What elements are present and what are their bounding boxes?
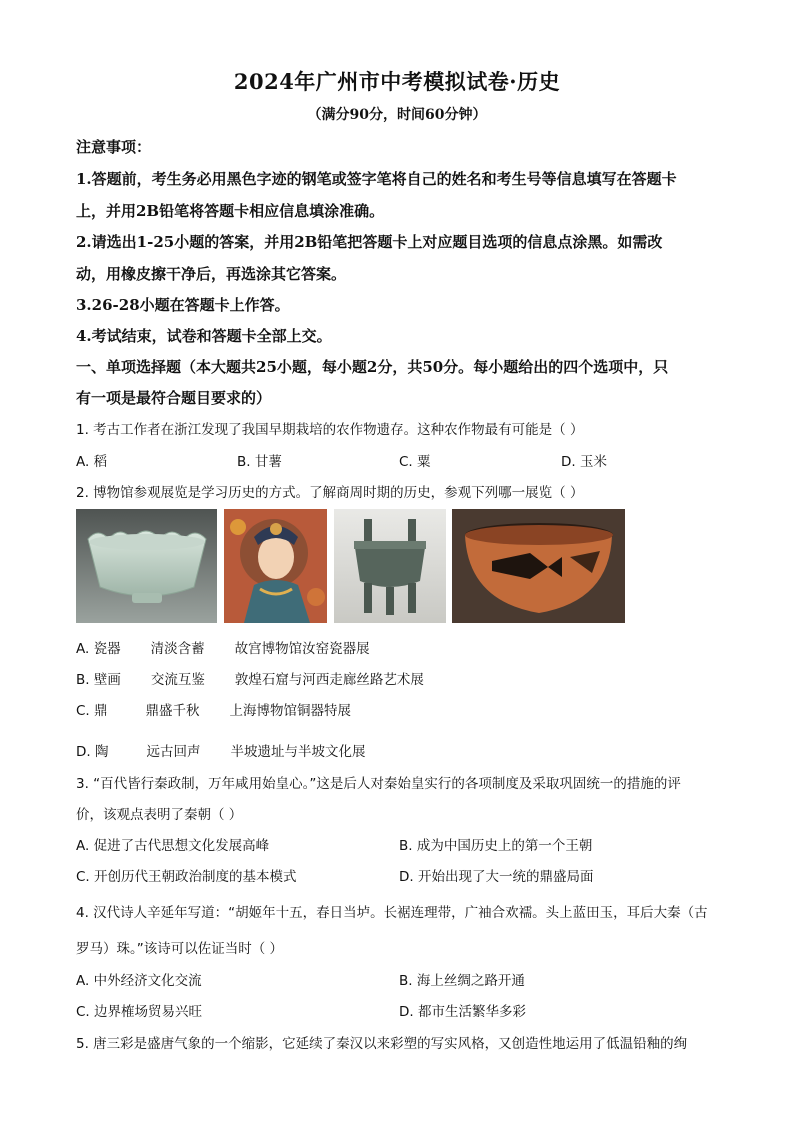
note-3: 3.26-28小题在答题卡上作答。 <box>76 296 290 314</box>
q2-d-theme: 远古回声 <box>146 744 201 760</box>
q2-option-b <box>76 668 424 688</box>
q1-option-b: B. 甘薯 <box>237 454 282 470</box>
q1-option-c: C. 粟 <box>399 454 431 470</box>
q2-a-exhibit: 故宫博物馆汝窑瓷器展 <box>234 641 370 657</box>
painted-pottery-image <box>452 509 625 623</box>
q2-c-item: C. 鼎 <box>76 703 108 719</box>
q2-option-d <box>76 740 365 760</box>
q2-option-c <box>76 699 351 719</box>
note-1a: 1.答题前，考生务必用黑色字迹的钢笔或签字笔将自己的姓名和考生号等信息填写在答题卡 <box>76 170 677 188</box>
note-2a: 2.请选出1-25小题的答案，并用2B铅笔把答题卡上对应题目选项的信息点涂黑。如需改 <box>76 233 663 251</box>
q2-b-theme: 交流互鉴 <box>150 672 205 688</box>
q2-b-exhibit: 敦煌石窟与河西走廊丝路艺术展 <box>234 672 424 688</box>
note-4: 4.考试结束，试卷和答题卡全部上交。 <box>76 327 332 345</box>
question-3-stem-a: 3. “百代皆行秦政制，万年咸用始皇心。”这是后人对秦始皇实行的各项制度及采取巩固统一的措施的评 <box>76 776 681 792</box>
q1-option-a: A. 稻 <box>76 454 108 470</box>
dunhuang-mural-image <box>224 509 327 623</box>
q2-b-item: B. 壁画 <box>76 672 121 688</box>
bronze-ding-image <box>334 509 446 623</box>
q4-option-c: C. 边界榷场贸易兴旺 <box>76 1004 203 1020</box>
q1-option-d: D. 玉米 <box>561 454 607 470</box>
question-4-stem-a: 4. 汉代诗人辛延年写道：“胡姬年十五，春日当垆。长裾连理带，广袖合欢襦。头上蓝田玉，耳后大秦（古 <box>76 905 708 921</box>
q4-option-a: A. 中外经济文化交流 <box>76 973 202 989</box>
celadon-bowl-image <box>76 509 217 623</box>
question-4-stem-b: 罗马）珠。”该诗可以佐证当时（ ） <box>76 941 284 957</box>
section-heading-1: 一、单项选择题（本大题共25小题，每小题2分，共50分。每小题给出的四个选项中，只 <box>76 358 669 376</box>
note-2b: 动，用橡皮擦干净后，再选涂其它答案。 <box>76 265 347 283</box>
q3-option-c: C. 开创历代王朝政治制度的基本模式 <box>76 869 297 885</box>
section-heading-2: 有一项是最符合题目要求的） <box>76 389 272 407</box>
q3-option-d: D. 开始出现了大一统的鼎盛局面 <box>399 869 594 885</box>
q3-option-b: B. 成为中国历史上的第一个王朝 <box>399 838 593 854</box>
question-2-stem: 2. 博物馆参观展览是学习历史的方式。了解商周时期的历史，参观下列哪一展览（ ） <box>76 485 584 501</box>
q2-c-exhibit: 上海博物馆铜器特展 <box>229 703 352 719</box>
question-1-stem: 1. 考古工作者在浙江发现了我国早期栽培的农作物遗存。这种农作物最有可能是（ ） <box>76 422 584 438</box>
note-1b: 上，并用2B铅笔将答题卡相应信息填涂准确。 <box>76 202 385 220</box>
q2-a-item: A. 瓷器 <box>76 641 121 657</box>
q4-option-b: B. 海上丝绸之路开通 <box>399 973 525 989</box>
q2-a-theme: 清淡含蓄 <box>150 641 205 657</box>
q3-option-a: A. 促进了古代思想文化发展高峰 <box>76 838 270 854</box>
q2-option-a <box>76 637 370 657</box>
exam-subtitle: （满分90分，时间60分钟） <box>307 107 487 123</box>
question-5-stem: 5. 唐三彩是盛唐气象的一个缩影，它延续了秦汉以来彩塑的写实风格，又创造性地运用了低温铅釉的绚 <box>76 1036 688 1052</box>
q2-d-exhibit: 半坡遗址与半坡文化展 <box>230 744 366 760</box>
exam-title: 2024年广州市中考模拟试卷·历史 <box>233 69 561 94</box>
q4-option-d: D. 都市生活繁华多彩 <box>399 1004 526 1020</box>
notes-heading: 注意事项： <box>76 138 152 156</box>
q2-d-item: D. 陶 <box>76 744 109 760</box>
question-3-stem-b: 价，该观点表明了秦朝（ ） <box>76 807 243 823</box>
q2-c-theme: 鼎盛千秋 <box>145 703 200 719</box>
